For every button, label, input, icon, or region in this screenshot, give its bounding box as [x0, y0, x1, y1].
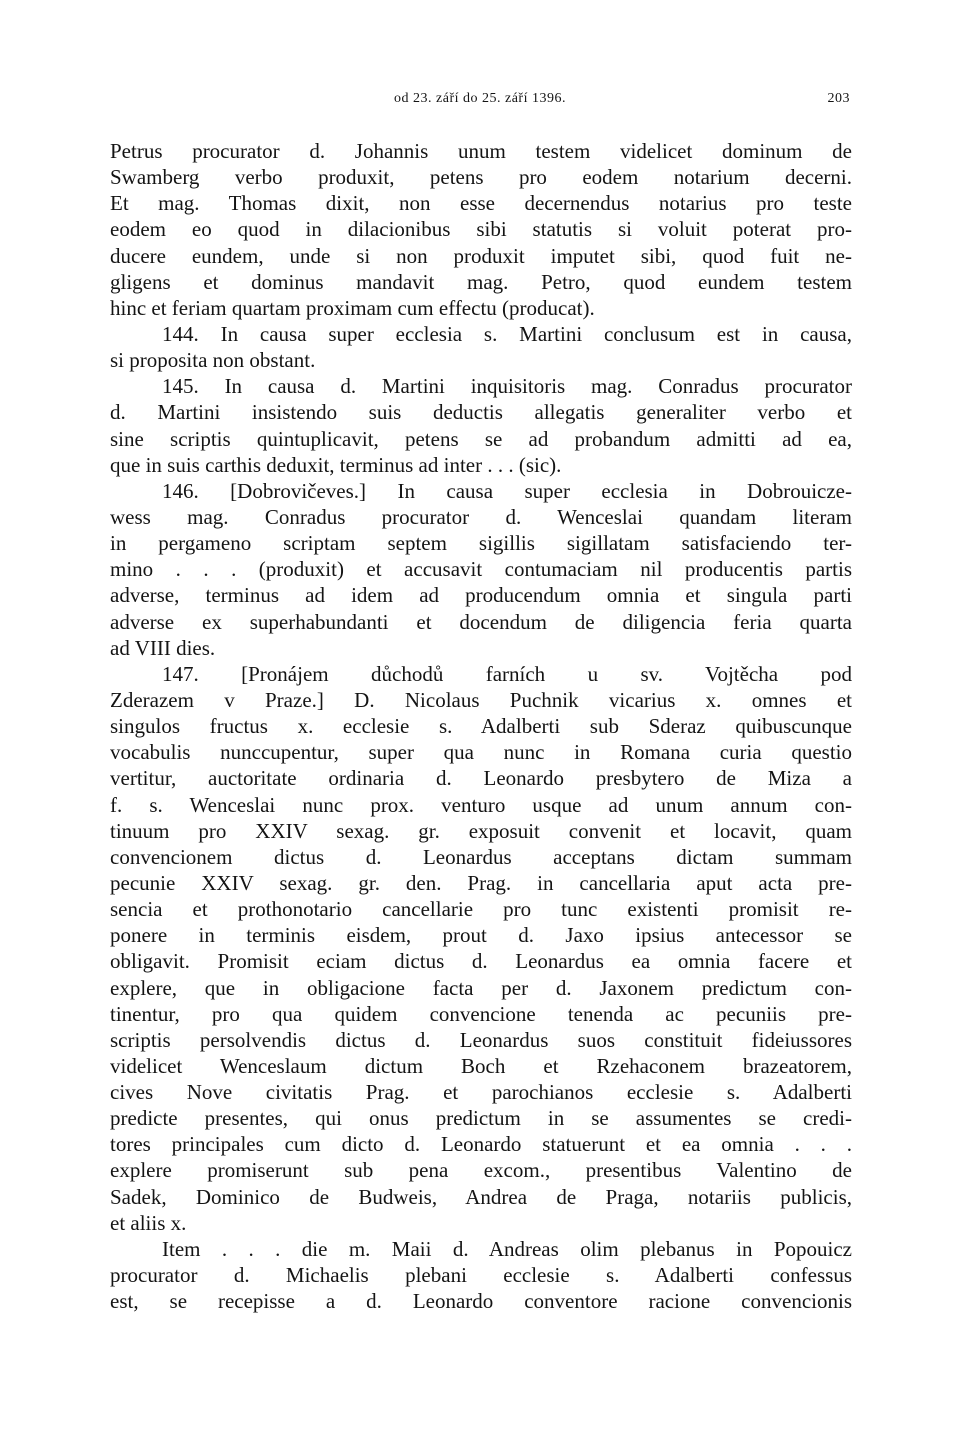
text-line: ducere eundem, unde si non produxit imputet sibi, quod fuit ne- [110, 243, 852, 268]
text-line: tinentur, pro qua quidem convencione tenenda ac pecuniis pre- [110, 1001, 852, 1026]
text-line: convencionem dictus d. Leonardus acceptans dictam summam [110, 844, 852, 869]
text-line: singulos fructus x. ecclesie s. Adalberti sub Sderaz quibuscunque [110, 714, 852, 739]
text-line: ad VIII dies. [110, 635, 216, 660]
text-line: procurator d. Michaelis plebani ecclesie s. Adalberti confessus [110, 1263, 852, 1288]
text-line: mino . . . (produxit) et accusavit contumaciam nil producentis partis [110, 557, 852, 582]
text-line: sencia et prothonotario cancellarie pro tunc existenti promisit re- [110, 897, 852, 922]
text-line: est, se recepisse a d. Leonardo conventore racione convencionis [110, 1289, 852, 1314]
text-line: eodem eo quod in dilacionibus sibi statutis si voluit poterat pro- [110, 217, 852, 242]
text-line: explere promiserunt sub pena excom., presentibus Valentino de [110, 1158, 852, 1183]
text-line: 145. In causa d. Martini inquisitoris mag. Conradus procurator [162, 374, 852, 399]
running-header [110, 91, 850, 113]
text-line: videlicet Wenceslaum dictum Boch et Rzehaconem brazeatorem, [110, 1053, 852, 1078]
header-title: od 23. září do 25. září 1396. [394, 91, 566, 106]
text-line: adverse, terminus ad idem ad producendum omnia et singula parti [110, 583, 852, 608]
text-line: et aliis x. [110, 1210, 187, 1235]
text-line: wess mag. Conradus procurator d. Wenceslai quandam literam [110, 504, 852, 529]
text-line: si proposita non obstant. [110, 348, 316, 373]
text-line: explere, que in obligacione facta per d. Jaxonem predictum con- [110, 975, 852, 1000]
text-line: Et mag. Thomas dixit, non esse decernendus notarius pro teste [110, 191, 852, 216]
text-line: obligavit. Promisit eciam dictus d. Leonardus ea omnia facere et [110, 949, 852, 974]
text-line: predicte presentes, qui onus predictum in se assumentes se credi- [110, 1106, 852, 1131]
body-text [110, 138, 852, 1314]
text-line: Zderazem v Praze.] D. Nicolaus Puchnik vicarius x. omnes et [110, 687, 852, 712]
text-line: cives Nove civitatis Prag. et parochianos ecclesie s. Adalberti [110, 1080, 852, 1105]
text-line: vertitur, auctoritate ordinaria d. Leonardo presbytero de Miza a [110, 766, 852, 791]
text-line: 146. [Dobrovičeves.] In causa super ecclesia in Dobrouicze- [162, 478, 852, 503]
text-line: in pergameno scriptam septem sigillis sigillatam satisfaciendo ter- [110, 531, 852, 556]
text-line: 144. In causa super ecclesia s. Martini conclusum est in causa, [162, 321, 852, 346]
text-line: f. s. Wenceslai nunc prox. venturo usque ad unum annum con- [110, 792, 852, 817]
text-line: vocabulis nunccupentur, super qua nunc in Romana curia questio [110, 740, 852, 765]
text-line: que in suis carthis deduxit, terminus ad inter . . . (sic). [110, 452, 562, 477]
text-line: hinc et feriam quartam proximam cum effectu (producat). [110, 295, 595, 320]
text-line: tores principales cum dicto d. Leonardo statuerunt et ea omnia . . . [110, 1132, 852, 1157]
page-number: 203 [827, 91, 850, 106]
text-line: gligens et dominus mandavit mag. Petro, quod eundem testem [110, 269, 852, 294]
text-line: pecunie XXIV sexag. gr. den. Prag. in cancellaria aput acta pre- [110, 870, 852, 895]
text-line: adverse ex superhabundanti et docendum de diligencia feria quarta [110, 609, 852, 634]
text-line: 147. [Pronájem důchodů farních u sv. Vojtěcha pod [162, 661, 852, 686]
text-line: sine scriptis quintuplicavit, petens se ad probandum admitti ad ea, [110, 426, 852, 451]
text-line: Petrus procurator d. Johannis unum testem videlicet dominum de [110, 139, 852, 163]
text-line: Swamberg verbo produxit, petens pro eodem notarium decerni. [110, 165, 852, 190]
text-line: tinuum pro XXIV sexag. gr. exposuit convenit et locavit, quam [110, 818, 852, 843]
text-line: scriptis persolvendis dictus d. Leonardus suos constituit fideiussores [110, 1027, 852, 1052]
text-line: Item . . . die m. Maii d. Andreas olim plebanus in Popouicz [162, 1236, 852, 1261]
text-line: Sadek, Dominico de Budweis, Andrea de Praga, notariis publicis, [110, 1184, 852, 1209]
text-line: d. Martini insistendo suis deductis allegatis generaliter verbo et [110, 400, 852, 425]
text-line: ponere in terminis eisdem, prout d. Jaxo ipsius antecessor se [110, 923, 852, 948]
